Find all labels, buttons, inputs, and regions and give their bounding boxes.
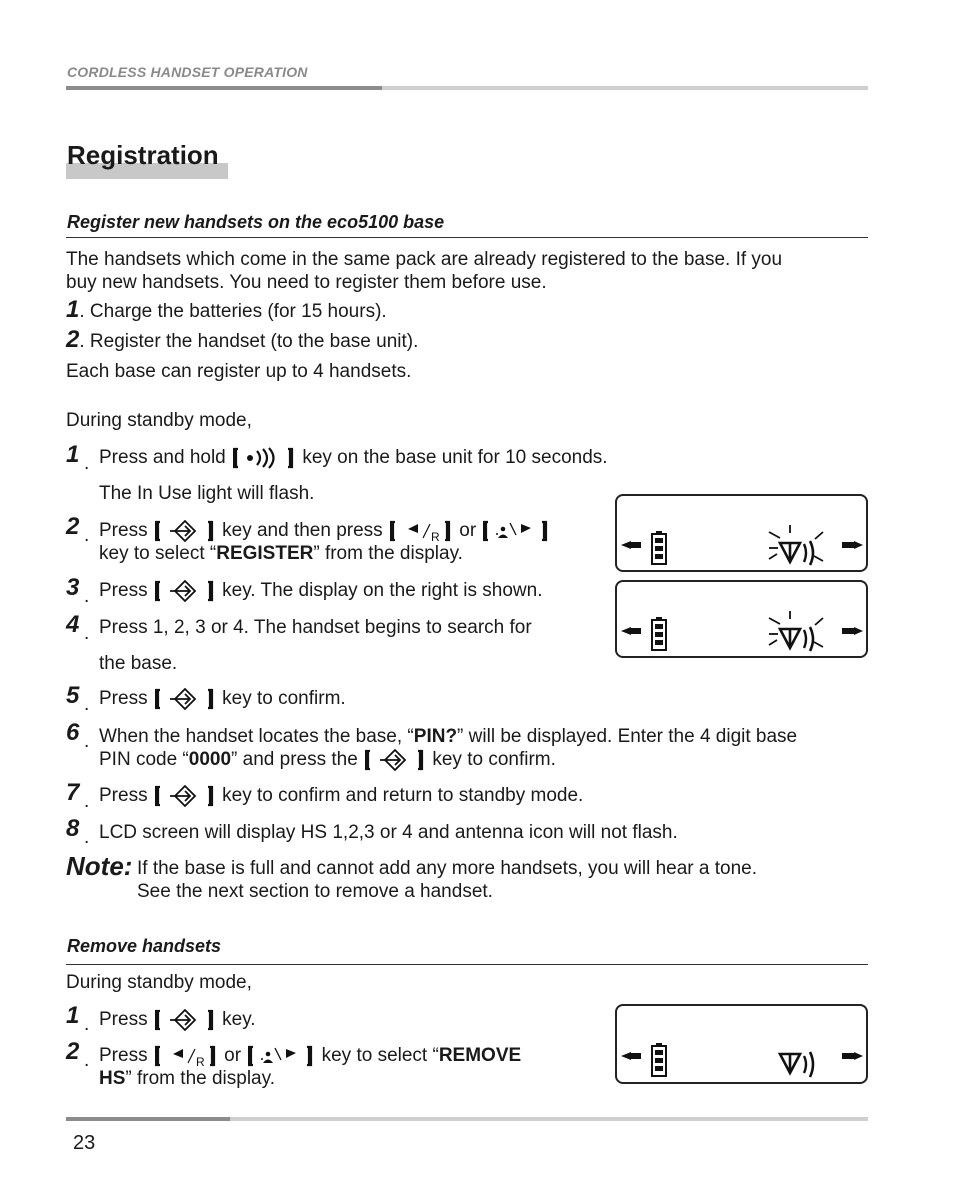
lcd-display-searching-1: [615, 494, 868, 572]
phonebook-right-key-icon: [248, 1045, 314, 1067]
step-2-line2-post: ” from the display.: [313, 543, 463, 564]
step-6-text-a-post: ” will be displayed. Enter the 4 digit base: [457, 726, 798, 747]
step-1-line1: [99, 446, 608, 469]
register-intro-line2: buy new handsets. You need to register them before use.: [66, 272, 547, 293]
footer-rule: [66, 1117, 868, 1121]
redial-left-key-icon: [390, 520, 452, 542]
pre-step-1-number: 1: [66, 296, 80, 323]
step-4-line1: Press 1, 2, 3 or 4. The handset begins to search for: [99, 617, 532, 638]
remove-step-2-text-a: Press: [99, 1045, 148, 1066]
remove-step-1-line: [99, 1008, 256, 1031]
step-4-number: 4: [66, 611, 80, 638]
pre-step-2-text: . Register the handset (to the base unit).: [79, 331, 419, 352]
capacity-text: Each base can register up to 4 handsets.: [66, 361, 412, 382]
step-2-line1: [99, 519, 551, 542]
lcd-display-standby: [615, 1004, 868, 1084]
right-arrow-icon: [842, 628, 854, 634]
pre-step-1-text: . Charge the batteries (for 15 hours).: [79, 301, 387, 322]
step-4-line2: the base.: [99, 653, 178, 674]
pre-step-1: [66, 298, 387, 323]
antenna-flashing-icon: [769, 525, 823, 565]
step-6-text-a: When the handset locates the base, “: [99, 726, 414, 747]
step-5-text-b: key to confirm.: [222, 688, 346, 709]
step-6-line2-pre: PIN code “: [99, 749, 189, 770]
step-1-text-b: key on the base unit for 10 seconds.: [302, 447, 608, 468]
step-2-register-label: REGISTER: [216, 543, 314, 564]
menu-ok-key-icon: [155, 1009, 215, 1031]
step-6-line2: [99, 748, 556, 771]
menu-ok-key-icon: [155, 520, 215, 542]
battery-icon: [652, 1043, 666, 1076]
section-label: CORDLESS HANDSET OPERATION: [67, 64, 308, 80]
step-1-line2: The In Use light will flash.: [99, 483, 315, 504]
step-2-line2-pre: key to select “: [99, 543, 217, 564]
step-6-pin-code: 0000: [188, 749, 232, 770]
remove-step-2-line2-post: ” from the display.: [125, 1068, 275, 1089]
pre-step-2-number: 2: [66, 326, 80, 353]
lcd-contents: [617, 496, 866, 570]
standby-text: During standby mode,: [66, 410, 252, 431]
step-6-line2-post: key to confirm.: [432, 749, 556, 770]
menu-ok-key-icon: [155, 785, 215, 807]
antenna-flashing-icon: [769, 611, 823, 651]
remove-step-2-hs-label: HS: [99, 1068, 126, 1089]
step-5-text-a: Press: [99, 688, 148, 709]
step-2-text-b: key and then press: [222, 520, 383, 541]
lcd-contents: [617, 1006, 866, 1082]
step-1-text-a: Press and hold: [99, 447, 226, 468]
remove-step-2-remove-label: REMOVE: [438, 1045, 522, 1066]
r-key-label: R: [195, 1054, 205, 1067]
page-key-icon: [233, 447, 295, 469]
register-intro-line1: The handsets which come in the same pack are already registered to the base. If you: [66, 249, 783, 270]
step-3-text-a: Press: [99, 580, 148, 601]
step-7-text-b: key to confirm and return to standby mode.: [222, 785, 584, 806]
step-7-line: [99, 784, 583, 807]
antenna-icon: [780, 1052, 813, 1077]
step-2-line2: [99, 542, 463, 565]
battery-icon: [652, 617, 666, 650]
phonebook-right-key-icon: [483, 520, 549, 542]
r-key-label: R: [430, 529, 440, 542]
remove-step-2-number: 2: [66, 1038, 80, 1065]
remove-step-1-number: 1: [66, 1002, 80, 1029]
step-6-line1: [99, 725, 797, 748]
remove-step-2-text-b: key to select “: [321, 1045, 439, 1066]
step-6-line2-mid: ” and press the: [231, 749, 358, 770]
step-2-or: or: [459, 520, 477, 541]
menu-ok-key-icon: [155, 688, 215, 710]
remove-step-1-text-a: Press: [99, 1009, 148, 1030]
page-number: 23: [73, 1132, 96, 1154]
remove-standby-text: During standby mode,: [66, 972, 252, 993]
step-5-line: [99, 687, 346, 710]
menu-ok-key-icon: [365, 749, 425, 771]
remove-step-2-line1: [99, 1044, 521, 1067]
lcd-display-searching-2: [615, 580, 868, 658]
lcd-contents: [617, 582, 866, 656]
step-6-pin-label: PIN?: [413, 726, 458, 747]
page-title: Registration: [67, 140, 219, 170]
step-3-number: 3: [66, 574, 80, 601]
step-2-number: 2: [66, 513, 80, 540]
step-2-text-a: Press: [99, 520, 148, 541]
step-5-number: 5: [66, 682, 80, 709]
step-7-text-a: Press: [99, 785, 148, 806]
right-arrow-icon: [842, 1053, 854, 1059]
header-rule: [66, 86, 868, 90]
step-3-line: [99, 579, 543, 602]
note-line2: See the next section to remove a handset.: [137, 881, 493, 902]
left-arrow-icon: [621, 627, 631, 635]
step-8-number: 8: [66, 815, 80, 842]
remove-heading: Remove handsets: [67, 936, 222, 956]
remove-step-1-text-b: key.: [222, 1009, 256, 1030]
right-arrow-icon: [842, 542, 854, 548]
left-arrow-icon: [621, 541, 631, 549]
step-6-number: 6: [66, 719, 80, 746]
remove-step-2-line2: [99, 1067, 275, 1090]
redial-left-key-icon: [155, 1045, 217, 1067]
menu-ok-key-icon: [155, 580, 215, 602]
pre-step-2: [66, 328, 418, 353]
step-7-number: 7: [66, 779, 80, 806]
remove-step-2-or: or: [224, 1045, 242, 1066]
register-heading: Register new handsets on the eco5100 base: [67, 212, 445, 232]
step-1-number: 1: [66, 441, 80, 468]
remove-heading-rule: [66, 964, 868, 965]
battery-icon: [652, 531, 666, 564]
register-heading-rule: [66, 237, 868, 238]
left-arrow-icon: [621, 1052, 631, 1060]
step-8-line: LCD screen will display HS 1,2,3 or 4 and antenna icon will not flash.: [99, 822, 678, 843]
note-line1: If the base is full and cannot add any more handsets, you will hear a tone.: [137, 858, 757, 879]
note-label: Note:: [66, 851, 133, 881]
step-3-text-b: key. The display on the right is shown.: [222, 580, 543, 601]
